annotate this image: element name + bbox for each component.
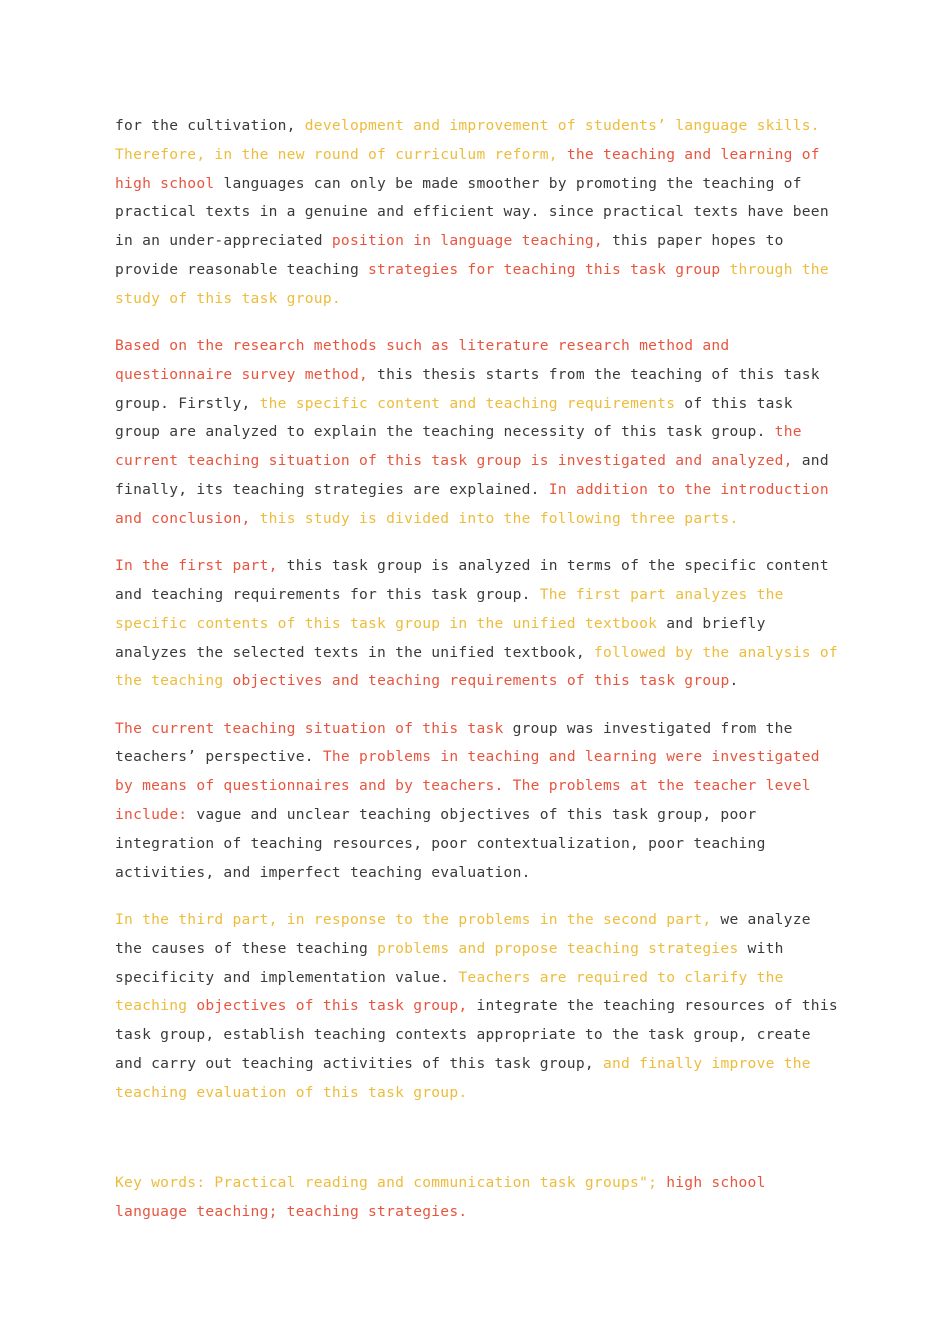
keywords-line <box>115 1169 840 1227</box>
text-segment: we analyze the causes of these teaching <box>115 910 811 957</box>
text-segment: Teachers are required to clarify the teaching <box>115 968 784 1015</box>
text-segment: The current teaching situation of this task <box>115 719 504 737</box>
text-segment: and briefly analyzes the selected texts in the unified textbook, <box>115 614 766 661</box>
text-segment: objectives and teaching requirements of this task group <box>232 672 730 690</box>
text-segment: The problems in teaching and learning were investigated by means of questionnaires and by teachers. The problems at the teacher level include: <box>115 748 820 824</box>
text-segment: group was investigated from the teachers’ perspective. <box>115 719 793 766</box>
paragraph-first-part <box>115 552 840 696</box>
keywords-segment: Key words: Practical reading and communication task groups"; <box>115 1174 667 1191</box>
text-segment: languages can only be made smoother by promoting the teaching of practical texts in a genuine and efficient way. since practical texts have been in an under-appreciated <box>115 174 829 250</box>
text-segment: strategies for teaching this task group <box>368 260 721 278</box>
text-segment: with specificity and implementation value. <box>115 939 784 986</box>
text-segment: the teaching and learning of high school <box>115 145 820 192</box>
text-segment: . <box>729 672 739 690</box>
text-segment: and finally improve the teaching evaluation of this task group. <box>115 1054 811 1101</box>
text-segment: The first part analyzes the specific contents of this task group in the unified textbook <box>115 585 784 632</box>
text-segment: In the first part, <box>115 557 278 575</box>
text-segment: Based on the research methods such as literature research method and questionnaire survey method, <box>115 337 730 383</box>
text-segment: development and improvement of students’ language skills. Therefore, in the new round of curriculum reform, <box>115 117 820 163</box>
text-segment: In the third part, in response to the problems in the second part, <box>115 910 712 928</box>
text-segment: this task group is analyzed in terms of the specific content and teaching requirements for this task group. <box>115 557 829 603</box>
paragraph-intro-continuation <box>115 112 840 314</box>
paragraph-current-situation <box>115 715 840 888</box>
text-segment: this paper hopes to provide reasonable teaching <box>115 232 784 278</box>
text-segment: and finally, its teaching strategies are explained. <box>115 452 829 499</box>
text-segment: In addition to the introduction and conclusion, <box>115 481 829 527</box>
paragraph-third-part <box>115 906 840 1108</box>
text-segment: problems and propose teaching strategies <box>377 939 739 957</box>
text-segment: integrate the teaching resources of this task group, establish teaching contexts appropriate to the task group, create and carry out teaching activities of this task group, <box>115 997 838 1072</box>
text-segment: through the study of this task group. <box>115 260 829 307</box>
text-segment: the current teaching situation of this task group is investigated and analyzed, <box>115 423 802 470</box>
text-segment: of this task group are analyzed to explain the teaching necessity of this task group. <box>115 394 793 441</box>
text-segment: followed by the analysis of the teaching <box>115 643 838 690</box>
text-segment: this study is divided into the following three parts. <box>250 509 739 527</box>
paragraph-methods <box>115 332 840 534</box>
text-segment: for the cultivation, <box>115 117 305 134</box>
text-segment: the specific content and teaching requirements <box>259 394 676 412</box>
abstract-body <box>115 112 840 1126</box>
text-segment: position in language teaching, <box>331 232 603 250</box>
text-segment: this thesis starts from the teaching of this task group. Firstly, <box>115 365 820 412</box>
keywords-segment: high school language teaching; teaching strategies. <box>115 1174 766 1220</box>
text-segment: vague and unclear teaching objectives of this task group, poor integration of teaching resources, poor contextualization, poor teaching activities, and imperfect teaching evaluation. <box>115 806 766 881</box>
text-segment: objectives of this task group, <box>196 997 468 1015</box>
